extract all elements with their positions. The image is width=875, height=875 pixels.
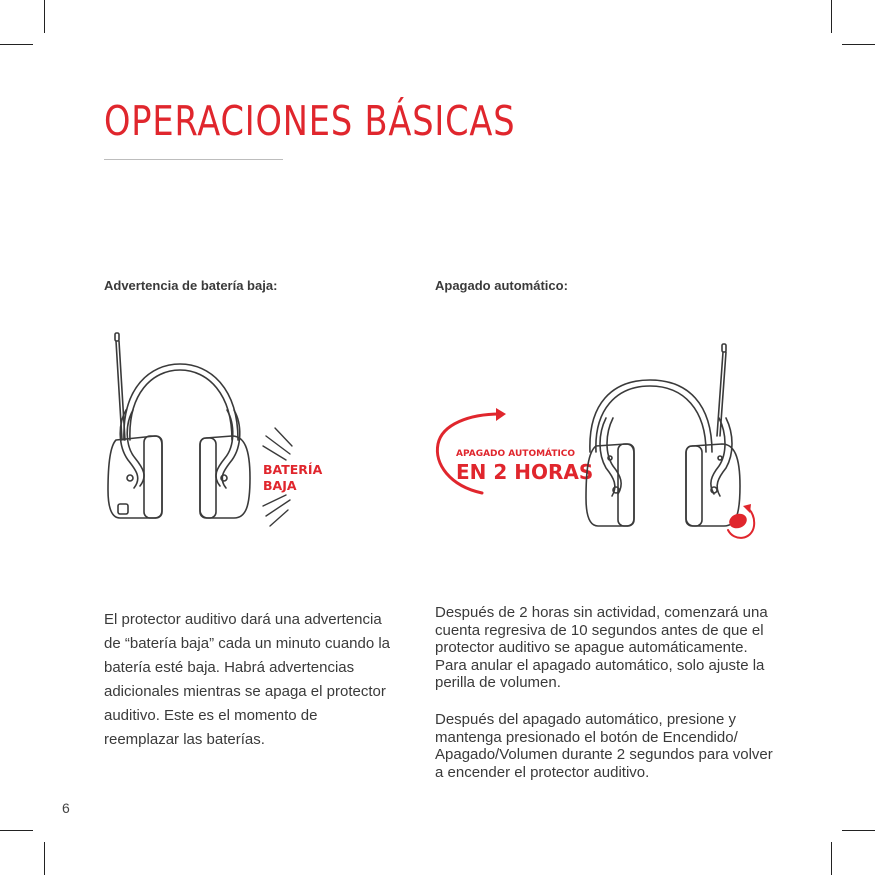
auto-off-description-2: Después del apagado automático, presione y mantenga presionado el botón de Encendido/ Apagado/Volumen durante 2 segundos para volver a encender el protector auditivo. [435, 711, 773, 781]
crop-mark [44, 842, 45, 875]
low-battery-badge-2: BAJA [263, 478, 297, 493]
volume-knob-icon [727, 504, 754, 538]
page-title: OPERACIONES BÁSICAS [104, 97, 516, 145]
low-battery-description: El protector auditivo dará una advertencia de “batería baja” cada un minuto cuando la batería esté baja. Habrá advertencias adicionales mientras se apaga el protector auditivo. Este es el momento de reemplazar las baterías. [104, 611, 391, 748]
auto-off-small-label: APAGADO AUTOMÁTICO [456, 449, 576, 459]
auto-off-illustration [430, 340, 770, 540]
crop-mark [0, 44, 33, 45]
crop-mark [0, 830, 33, 831]
title-divider [104, 159, 283, 160]
crop-mark [44, 0, 45, 33]
sound-waves-icon [263, 428, 292, 526]
auto-off-large-label: EN 2 HORAS [456, 460, 594, 484]
page-number: 6 [62, 800, 70, 816]
auto-off-heading: Apagado automático: [435, 278, 568, 293]
low-battery-heading: Advertencia de batería baja: [104, 278, 278, 293]
low-battery-badge: BATERÍA [263, 462, 323, 477]
crop-mark [842, 830, 875, 831]
auto-off-description-1: Después de 2 horas sin actividad, comenzará una cuenta regresiva de 10 segundos antes de que el protector auditivo se apague automáticamente. Para anular el apagado automático, solo ajuste la perilla de volumen. [435, 604, 768, 691]
crop-mark [831, 842, 832, 875]
crop-mark [831, 0, 832, 33]
crop-mark [842, 44, 875, 45]
headphones-icon [100, 328, 330, 528]
